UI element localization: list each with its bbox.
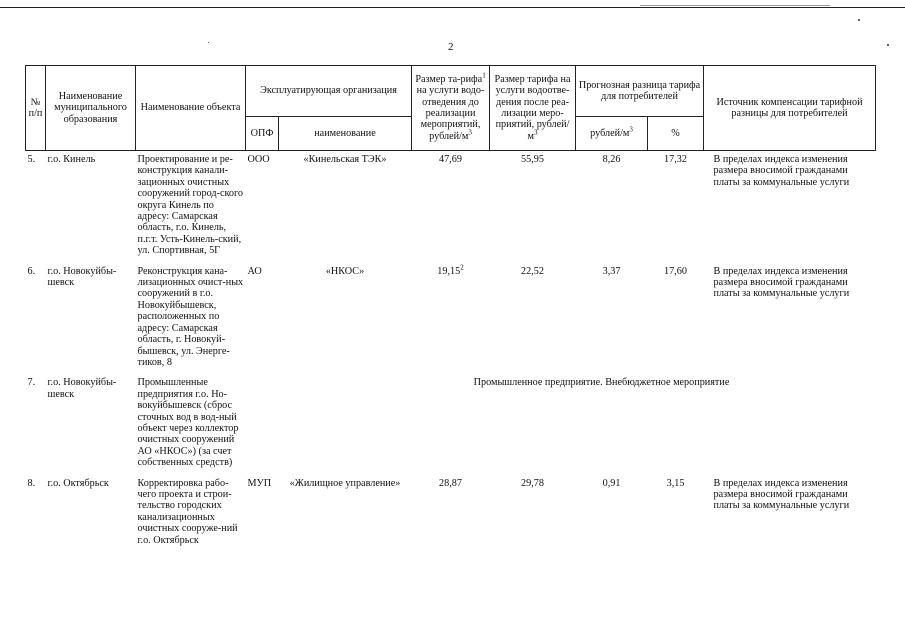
row-num: 7. bbox=[27, 377, 36, 389]
row-diff-pct: 17,60 bbox=[664, 265, 687, 277]
row-diff-rub: 8,26 bbox=[602, 154, 621, 165]
header-tariff-after-text: Размер тарифа на услуги водоотве-дения после реа-лизации меро-приятий, рублей/м bbox=[494, 73, 571, 142]
table-row bbox=[26, 374, 876, 474]
row-num: 8. bbox=[27, 477, 36, 489]
header-opf: ОПФ bbox=[246, 117, 279, 151]
row-municipality: г.о. Новокуйбы-шевск bbox=[47, 265, 117, 289]
scan-speck bbox=[887, 44, 889, 46]
row-tariff-before bbox=[412, 475, 490, 552]
row-note-text: Промышленное предприятие. Внебюджетное мероприятие bbox=[473, 377, 730, 389]
footnote-marker: 2 bbox=[460, 263, 464, 272]
header-tariff-before-b: на услуги водо-отведения до реализации мероприятий, рублей/м bbox=[416, 85, 485, 142]
header-diff-rub-text: рублей/м bbox=[590, 127, 630, 139]
header-object: Наименование объекта bbox=[136, 66, 246, 151]
table-row bbox=[26, 263, 876, 375]
header-source: Источник компенсации тарифной разницы для потребителей bbox=[704, 66, 876, 151]
header-operating-org: Эксплуатирующая организация bbox=[246, 66, 412, 117]
row-tariff-after: 22,52 bbox=[521, 265, 544, 277]
row-diff-pct: 17,32 bbox=[664, 154, 687, 165]
row-source: В пределах индекса изменения размера вносимой гражданами платы за коммунальные услуги bbox=[713, 154, 850, 188]
header-num: № п/п bbox=[26, 66, 46, 151]
header-tariff-before bbox=[412, 66, 490, 151]
header-tariff-after bbox=[490, 66, 576, 151]
row-tariff-before-value: 28,87 bbox=[439, 477, 462, 489]
row-opf: МУП bbox=[247, 477, 272, 489]
unit-superscript: 3 bbox=[533, 128, 538, 137]
row-num: 5. bbox=[27, 154, 36, 165]
row-tariff-before-value: 47,69 bbox=[439, 154, 462, 165]
row-municipality: г.о. Октябрьск bbox=[47, 477, 109, 489]
row-object: Проектирование и ре-конструкция канали-зационных очистных сооружений город-ского округа Кинель по адресу: Самарская область, г.о. Кинель, п.г.т. Усть-Кинель-ский, ул. Спортивная, 5Г bbox=[137, 154, 244, 257]
row-org: «НКОС» bbox=[325, 265, 365, 277]
row-object: Корректировка рабо-чего проекта и строи-тельство городских канализационных очистных сооруже-ний г.о. Октябрьск bbox=[137, 477, 238, 546]
row-object: Реконструкция кана-лизационных очист-ных сооружений в г.о. Новокуйбышевск, расположенных по адресу: Самарская область, г. Новокуй-бышевск, ул. Энерге-тиков, 8 bbox=[137, 265, 244, 368]
row-tariff-after: 55,95 bbox=[521, 154, 544, 165]
row-object: Промышленные предприятия г.о. Но-вокуйбышевск (сброс сточных вод в вод-ный объект через коллектор очистных сооружений АО «НКОС») (за счет собственных средств) bbox=[137, 377, 239, 469]
row-municipality: г.о. Кинель bbox=[47, 154, 96, 165]
row-tariff-after: 29,78 bbox=[521, 477, 544, 489]
row-org: «Жилищное управление» bbox=[289, 477, 401, 489]
scan-speck bbox=[858, 19, 860, 21]
header-diff-pct: % bbox=[648, 117, 704, 151]
top-border-line-short bbox=[640, 5, 830, 6]
row-diff-rub: 3,37 bbox=[602, 265, 621, 277]
unit-superscript: 3 bbox=[468, 128, 472, 137]
header-municipality: Наименование муниципального образования bbox=[46, 66, 136, 151]
header-diff: Прогнозная разница тарифа для потребителей bbox=[576, 66, 704, 117]
row-diff-pct: 3,15 bbox=[666, 477, 685, 489]
header-org-name: наименование bbox=[279, 117, 412, 151]
header-tariff-before-a: Размер та-рифа bbox=[415, 73, 483, 85]
top-border-line bbox=[0, 7, 905, 8]
row-num: 6. bbox=[27, 265, 36, 277]
table-row bbox=[26, 475, 876, 552]
row-source: В пределах индекса изменения размера вносимой гражданами платы за коммунальные услуги bbox=[713, 265, 850, 300]
row-org: «Кинельская ТЭК» bbox=[303, 154, 387, 165]
footnote-marker: 1 bbox=[482, 71, 486, 80]
table-row bbox=[26, 151, 876, 263]
row-opf: АО bbox=[247, 265, 262, 277]
row-municipality: г.о. Новокуйбы-шевск bbox=[47, 377, 117, 400]
row-note bbox=[246, 374, 876, 474]
unit-superscript: 3 bbox=[629, 125, 633, 134]
row-tariff-before bbox=[412, 151, 490, 263]
row-source: В пределах индекса изменения размера вносимой гражданами платы за коммунальные услуги bbox=[713, 477, 850, 512]
tariff-table bbox=[25, 65, 876, 552]
header-diff-rub bbox=[576, 117, 648, 151]
row-tariff-before bbox=[412, 263, 490, 375]
page-number: 2 bbox=[448, 41, 454, 53]
row-diff-rub: 0,91 bbox=[602, 477, 621, 489]
row-tariff-before-value: 19,15 bbox=[437, 265, 461, 277]
scan-speck bbox=[208, 42, 209, 43]
row-opf: ООО bbox=[247, 154, 270, 165]
